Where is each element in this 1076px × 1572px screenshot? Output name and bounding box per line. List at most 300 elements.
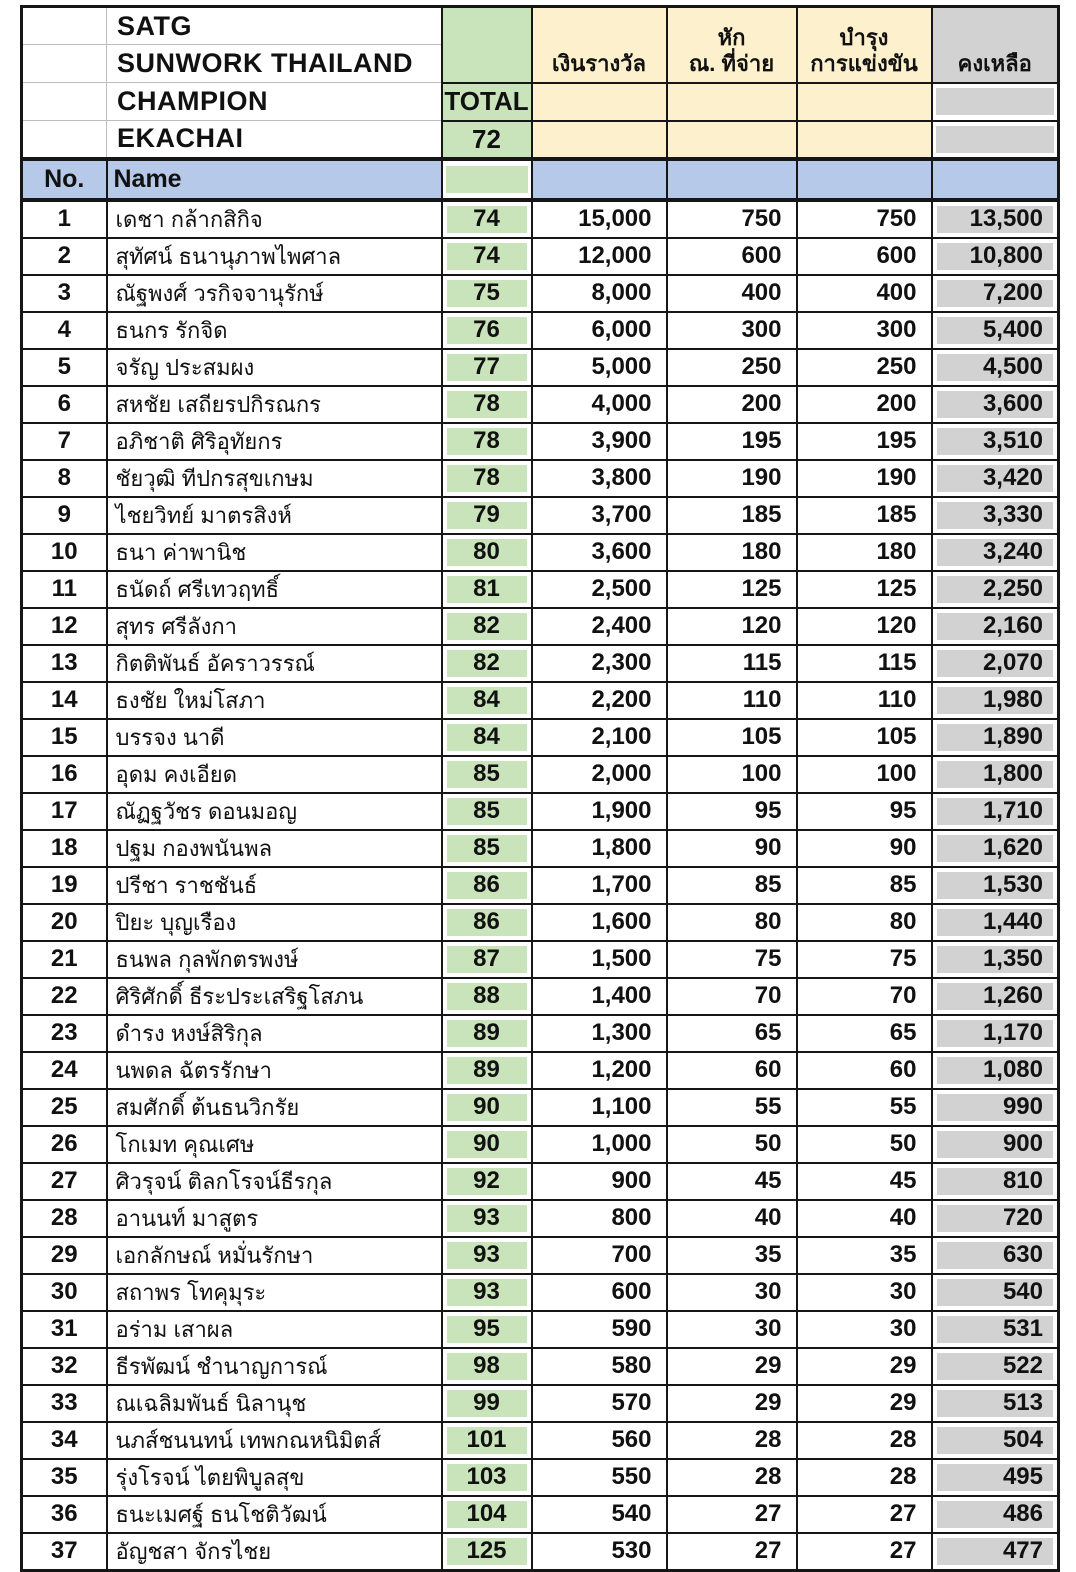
- withholding-tax-cell: 55: [667, 1089, 797, 1126]
- rank-cell: 8: [22, 460, 107, 497]
- total-score-value: 103: [447, 1464, 527, 1491]
- total-score-value: 98: [447, 1353, 527, 1380]
- prize-amount-cell: 1,300: [532, 1015, 667, 1052]
- player-name-cell: ปฐม กองพนันพล: [107, 830, 442, 867]
- prize-amount-cell: 2,300: [532, 645, 667, 682]
- prize-amount-cell: 2,000: [532, 756, 667, 793]
- course-par-value: 72: [442, 121, 532, 159]
- total-score-value: 81: [447, 576, 527, 603]
- rank-cell: 1: [22, 200, 107, 238]
- player-row: [22, 238, 1059, 275]
- net-balance-value: 2,250: [937, 576, 1054, 603]
- prize-amount-cell: 15,000: [532, 200, 667, 238]
- player-row: [22, 1496, 1059, 1533]
- withholding-tax-cell: 45: [667, 1163, 797, 1200]
- competition-fee-cell: 27: [797, 1533, 932, 1571]
- withholding-tax-cell: 27: [667, 1496, 797, 1533]
- net-balance-value: 495: [937, 1464, 1054, 1491]
- fee-label-line2: การแข่งขัน: [810, 50, 918, 76]
- competition-fee-cell: 190: [797, 460, 932, 497]
- rank-cell: 23: [22, 1015, 107, 1052]
- net-balance-cell: [932, 1089, 1059, 1126]
- player-row: [22, 386, 1059, 423]
- player-row: [22, 1052, 1059, 1089]
- prize-amount-cell: 6,000: [532, 312, 667, 349]
- prize-amount-cell: 1,000: [532, 1126, 667, 1163]
- total-score-value: 78: [447, 465, 527, 492]
- column-header-competition-fee: [797, 7, 932, 83]
- empty-cell: [22, 83, 107, 121]
- competition-fee-cell: 60: [797, 1052, 932, 1089]
- column-header-withholding-tax: [667, 7, 797, 83]
- total-score-cell: [442, 386, 532, 423]
- empty-prize-cell: [532, 83, 667, 121]
- player-name-cell: อานนท์ มาสูตร: [107, 1200, 442, 1237]
- total-score-cell: [442, 1163, 532, 1200]
- column-header-net-balance: [932, 7, 1059, 83]
- competition-fee-cell: 180: [797, 534, 932, 571]
- empty-net-cell: [932, 83, 1059, 121]
- net-balance-cell: [932, 1052, 1059, 1089]
- rank-cell: 16: [22, 756, 107, 793]
- total-score-cell: [442, 312, 532, 349]
- competition-fee-cell: 185: [797, 497, 932, 534]
- player-name-cell: สถาพร โทคุมุระ: [107, 1274, 442, 1311]
- player-row: [22, 1163, 1059, 1200]
- rank-cell: 30: [22, 1274, 107, 1311]
- player-name-cell: อภิชาติ ศิริอุทัยกร: [107, 423, 442, 460]
- empty-cell: [22, 121, 107, 159]
- total-score-cell: [442, 1422, 532, 1459]
- player-name-cell: ณัฐพงศ์ วรกิจจานุรักษ์: [107, 275, 442, 312]
- rows-body: [22, 200, 1059, 1571]
- competition-fee-cell: 250: [797, 349, 932, 386]
- net-balance-value: 1,890: [937, 724, 1054, 751]
- rank-cell: 21: [22, 941, 107, 978]
- net-balance-value: 486: [937, 1501, 1054, 1528]
- net-balance-cell: [932, 1533, 1059, 1571]
- player-name-cell: ปรีชา ราชชันธ์: [107, 867, 442, 904]
- title-row-1: [22, 7, 1059, 45]
- column-header-prize: [532, 7, 667, 83]
- total-score-value: 125: [447, 1538, 527, 1565]
- total-score-value: 78: [447, 391, 527, 418]
- player-name-cell: อัญชสา จักรไชย: [107, 1533, 442, 1571]
- player-row: [22, 1348, 1059, 1385]
- withholding-tax-cell: 250: [667, 349, 797, 386]
- player-row: [22, 1422, 1059, 1459]
- total-score-value: 93: [447, 1205, 527, 1232]
- rank-cell: 27: [22, 1163, 107, 1200]
- prize-amount-cell: 1,900: [532, 793, 667, 830]
- net-balance-cell: [932, 904, 1059, 941]
- empty-prize-cell: [532, 121, 667, 159]
- net-balance-cell: [932, 1163, 1059, 1200]
- total-score-cell: [442, 1126, 532, 1163]
- total-score-value: 82: [447, 613, 527, 640]
- player-name-cell: ณัฏฐวัชร ดอนมอญ: [107, 793, 442, 830]
- player-row: [22, 1385, 1059, 1422]
- total-score-cell: [442, 460, 532, 497]
- competition-fee-cell: 35: [797, 1237, 932, 1274]
- prize-amount-cell: 550: [532, 1459, 667, 1496]
- rank-cell: 36: [22, 1496, 107, 1533]
- total-label-cell: TOTAL: [442, 83, 532, 121]
- rank-cell: 12: [22, 608, 107, 645]
- player-name-cell: ธนกร รักจิด: [107, 312, 442, 349]
- player-row: [22, 645, 1059, 682]
- empty-tax-cell: [667, 121, 797, 159]
- prize-amount-cell: 580: [532, 1348, 667, 1385]
- player-name-cell: สมศักดิ์ ต้นธนวิกรัย: [107, 1089, 442, 1126]
- no-column-header: No.: [22, 159, 107, 200]
- withholding-tax-cell: 75: [667, 941, 797, 978]
- competition-fee-cell: 45: [797, 1163, 932, 1200]
- total-score-value: 86: [447, 909, 527, 936]
- rank-cell: 10: [22, 534, 107, 571]
- player-name-cell: ดำรง หงษ์สิริกุล: [107, 1015, 442, 1052]
- rank-cell: 13: [22, 645, 107, 682]
- competition-fee-cell: 120: [797, 608, 932, 645]
- prize-amount-cell: 5,000: [532, 349, 667, 386]
- prize-amount-cell: 530: [532, 1533, 667, 1571]
- net-balance-value: 1,260: [937, 983, 1054, 1010]
- competition-fee-cell: 30: [797, 1274, 932, 1311]
- withholding-tax-cell: 110: [667, 682, 797, 719]
- rank-cell: 15: [22, 719, 107, 756]
- prize-amount-cell: 3,800: [532, 460, 667, 497]
- total-score-cell: [442, 534, 532, 571]
- withholding-tax-cell: 115: [667, 645, 797, 682]
- rank-cell: 6: [22, 386, 107, 423]
- total-score-value: 99: [447, 1390, 527, 1417]
- player-name-cell: อร่าม เสาผล: [107, 1311, 442, 1348]
- player-name-cell: ไชยวิทย์ มาตรสิงห์: [107, 497, 442, 534]
- withholding-tax-cell: 30: [667, 1274, 797, 1311]
- total-score-cell: [442, 1274, 532, 1311]
- competition-fee-cell: 90: [797, 830, 932, 867]
- empty-cell: [22, 7, 107, 45]
- total-score-cell: [442, 941, 532, 978]
- competition-fee-cell: 115: [797, 645, 932, 682]
- net-balance-value: 10,800: [937, 243, 1054, 270]
- total-score-value: 80: [447, 539, 527, 566]
- tax-label-line2: ณ. ที่จ่าย: [688, 50, 775, 76]
- player-name-cell: กิตติพันธ์ อัคราวรรณ์: [107, 645, 442, 682]
- withholding-tax-cell: 40: [667, 1200, 797, 1237]
- net-balance-cell: [932, 349, 1059, 386]
- total-score-cell: [442, 423, 532, 460]
- withholding-tax-cell: 125: [667, 571, 797, 608]
- net-balance-cell: [932, 571, 1059, 608]
- total-score-value: 101: [447, 1427, 527, 1454]
- player-name-cell: ศิริศักดิ์ ธีระประเสริฐโสภน: [107, 978, 442, 1015]
- net-balance-value: 1,350: [937, 946, 1054, 973]
- player-row: [22, 349, 1059, 386]
- total-score-value: 84: [447, 724, 527, 751]
- prize-amount-cell: 3,900: [532, 423, 667, 460]
- net-balance-cell: [932, 1496, 1059, 1533]
- total-score-value: 84: [447, 687, 527, 714]
- withholding-tax-cell: 28: [667, 1422, 797, 1459]
- rank-cell: 14: [22, 682, 107, 719]
- total-score-value: 104: [447, 1501, 527, 1528]
- net-balance-cell: [932, 312, 1059, 349]
- competition-fee-cell: 27: [797, 1496, 932, 1533]
- player-row: [22, 534, 1059, 571]
- total-score-value: 78: [447, 428, 527, 455]
- net-balance-cell: [932, 1237, 1059, 1274]
- total-score-cell: [442, 571, 532, 608]
- competition-fee-cell: 50: [797, 1126, 932, 1163]
- net-balance-cell: [932, 534, 1059, 571]
- player-row: [22, 571, 1059, 608]
- total-score-value: 74: [447, 243, 527, 270]
- net-balance-cell: [932, 1311, 1059, 1348]
- competition-fee-cell: 65: [797, 1015, 932, 1052]
- prize-amount-cell: 570: [532, 1385, 667, 1422]
- rank-cell: 37: [22, 1533, 107, 1571]
- rank-cell: 32: [22, 1348, 107, 1385]
- player-name-cell: อุดม คงเอียด: [107, 756, 442, 793]
- player-row: [22, 830, 1059, 867]
- total-score-cell: [442, 978, 532, 1015]
- prize-amount-cell: 1,500: [532, 941, 667, 978]
- net-balance-value: 1,710: [937, 798, 1054, 825]
- rank-cell: 29: [22, 1237, 107, 1274]
- player-row: [22, 275, 1059, 312]
- net-balance-cell: [932, 682, 1059, 719]
- competition-fee-cell: 195: [797, 423, 932, 460]
- player-row: [22, 904, 1059, 941]
- total-score-value: 90: [447, 1094, 527, 1121]
- total-score-cell: [442, 1015, 532, 1052]
- prize-amount-cell: 8,000: [532, 275, 667, 312]
- prize-sheet: [20, 5, 1057, 1572]
- player-row: [22, 1237, 1059, 1274]
- prize-amount-cell: 540: [532, 1496, 667, 1533]
- net-balance-cell: [932, 756, 1059, 793]
- net-balance-cell: [932, 423, 1059, 460]
- org-name-line3: CHAMPION: [107, 83, 442, 121]
- net-balance-cell: [932, 275, 1059, 312]
- net-balance-value: 477: [937, 1538, 1054, 1565]
- net-balance-value: 3,330: [937, 502, 1054, 529]
- total-score-cell: [442, 793, 532, 830]
- total-score-cell: [442, 1348, 532, 1385]
- net-balance-cell: [932, 497, 1059, 534]
- org-name-line4: EKACHAI: [107, 121, 442, 159]
- total-score-cell: [442, 1459, 532, 1496]
- rank-cell: 20: [22, 904, 107, 941]
- total-score-cell: [442, 238, 532, 275]
- withholding-tax-cell: 180: [667, 534, 797, 571]
- prize-amount-cell: 600: [532, 1274, 667, 1311]
- withholding-tax-cell: 35: [667, 1237, 797, 1274]
- net-balance-value: 990: [937, 1094, 1054, 1121]
- net-balance-value: 900: [937, 1131, 1054, 1158]
- title-row-3: [22, 83, 1059, 121]
- prize-amount-cell: 560: [532, 1422, 667, 1459]
- blue-spacer-cell: [532, 159, 667, 200]
- net-balance-value: 1,530: [937, 872, 1054, 899]
- net-balance-cell: [932, 719, 1059, 756]
- net-balance-value: 1,620: [937, 835, 1054, 862]
- competition-fee-cell: 70: [797, 978, 932, 1015]
- blue-spacer-cell: [932, 159, 1059, 200]
- total-score-cell: [442, 682, 532, 719]
- player-row: [22, 682, 1059, 719]
- prize-amount-cell: 4,000: [532, 386, 667, 423]
- rank-cell: 5: [22, 349, 107, 386]
- prize-amount-cell: 2,500: [532, 571, 667, 608]
- total-score-cell: [442, 1052, 532, 1089]
- total-score-value: 87: [447, 946, 527, 973]
- withholding-tax-cell: 85: [667, 867, 797, 904]
- player-name-cell: ธนะเมศฐ์ ธนโชติวัฒน์: [107, 1496, 442, 1533]
- total-score-cell: [442, 1496, 532, 1533]
- total-score-cell: [442, 275, 532, 312]
- total-score-cell: [442, 1237, 532, 1274]
- prize-amount-cell: 1,200: [532, 1052, 667, 1089]
- player-row: [22, 1089, 1059, 1126]
- total-score-value: 90: [447, 1131, 527, 1158]
- rank-cell: 11: [22, 571, 107, 608]
- player-name-cell: ปิยะ บุญเรือง: [107, 904, 442, 941]
- net-balance-value: 720: [937, 1205, 1054, 1232]
- total-score-cell: [442, 756, 532, 793]
- player-name-cell: เอกลักษณ์ หมั่นรักษา: [107, 1237, 442, 1274]
- prize-amount-cell: 12,000: [532, 238, 667, 275]
- total-score-value: 95: [447, 1316, 527, 1343]
- total-header-green-cell: [442, 159, 532, 200]
- net-balance-value: 13,500: [937, 206, 1054, 233]
- empty-net-cell: [932, 121, 1059, 159]
- net-balance-value: 3,240: [937, 539, 1054, 566]
- player-row: [22, 719, 1059, 756]
- total-score-cell: [442, 1089, 532, 1126]
- player-row: [22, 867, 1059, 904]
- net-balance-value: 531: [937, 1316, 1054, 1343]
- prize-label: เงินรางวัล: [551, 50, 647, 76]
- player-name-cell: สหชัย เสถียรปกิรณกร: [107, 386, 442, 423]
- fee-label-line1: บำรุง: [839, 24, 889, 50]
- net-balance-value: 1,440: [937, 909, 1054, 936]
- prize-amount-cell: 1,600: [532, 904, 667, 941]
- net-balance-value: 5,400: [937, 317, 1054, 344]
- total-score-cell: [442, 608, 532, 645]
- net-balance-value: 7,200: [937, 280, 1054, 307]
- total-score-value: 88: [447, 983, 527, 1010]
- player-name-cell: ธนัดถ์ ศรีเทวฤทธิ์: [107, 571, 442, 608]
- competition-fee-cell: 30: [797, 1311, 932, 1348]
- total-score-cell: [442, 830, 532, 867]
- withholding-tax-cell: 600: [667, 238, 797, 275]
- competition-fee-cell: 28: [797, 1459, 932, 1496]
- competition-fee-cell: 29: [797, 1348, 932, 1385]
- net-balance-cell: [932, 460, 1059, 497]
- net-balance-value: 2,070: [937, 650, 1054, 677]
- rank-cell: 31: [22, 1311, 107, 1348]
- total-score-value: 76: [447, 317, 527, 344]
- player-name-cell: ธนพล กุลพักตรพงษ์: [107, 941, 442, 978]
- player-name-cell: จรัญ ประสมผง: [107, 349, 442, 386]
- withholding-tax-cell: 750: [667, 200, 797, 238]
- player-row: [22, 793, 1059, 830]
- player-row: [22, 978, 1059, 1015]
- rank-cell: 7: [22, 423, 107, 460]
- competition-fee-cell: 100: [797, 756, 932, 793]
- net-balance-value: 3,510: [937, 428, 1054, 455]
- total-score-cell: [442, 904, 532, 941]
- rank-cell: 33: [22, 1385, 107, 1422]
- name-column-header: Name: [107, 159, 442, 200]
- total-score-cell: [442, 1385, 532, 1422]
- net-balance-cell: [932, 200, 1059, 238]
- player-row: [22, 1126, 1059, 1163]
- empty-tax-cell: [667, 83, 797, 121]
- blue-spacer-cell: [797, 159, 932, 200]
- column-header-row: [22, 159, 1059, 200]
- total-score-cell: [442, 645, 532, 682]
- total-score-value: 85: [447, 761, 527, 788]
- competition-fee-cell: 600: [797, 238, 932, 275]
- player-row: [22, 312, 1059, 349]
- rank-cell: 28: [22, 1200, 107, 1237]
- net-balance-value: 522: [937, 1353, 1054, 1380]
- player-name-cell: นพดล ฉัตรรักษา: [107, 1052, 442, 1089]
- prize-table: [20, 5, 1060, 1572]
- player-row: [22, 460, 1059, 497]
- total-score-cell: [442, 719, 532, 756]
- competition-fee-cell: 28: [797, 1422, 932, 1459]
- player-row: [22, 1274, 1059, 1311]
- net-balance-cell: [932, 1274, 1059, 1311]
- rank-cell: 3: [22, 275, 107, 312]
- competition-fee-cell: 29: [797, 1385, 932, 1422]
- player-name-cell: ธงชัย ใหม่โสภา: [107, 682, 442, 719]
- net-balance-value: 810: [937, 1168, 1054, 1195]
- rank-cell: 35: [22, 1459, 107, 1496]
- withholding-tax-cell: 29: [667, 1385, 797, 1422]
- rank-cell: 4: [22, 312, 107, 349]
- net-balance-cell: [932, 386, 1059, 423]
- prize-amount-cell: 590: [532, 1311, 667, 1348]
- withholding-tax-cell: 185: [667, 497, 797, 534]
- prize-amount-cell: 2,100: [532, 719, 667, 756]
- net-balance-cell: [932, 978, 1059, 1015]
- withholding-tax-cell: 70: [667, 978, 797, 1015]
- net-balance-value: 504: [937, 1427, 1054, 1454]
- rank-cell: 17: [22, 793, 107, 830]
- withholding-tax-cell: 27: [667, 1533, 797, 1571]
- withholding-tax-cell: 50: [667, 1126, 797, 1163]
- total-score-cell: [442, 349, 532, 386]
- net-balance-cell: [932, 1459, 1059, 1496]
- competition-fee-cell: 105: [797, 719, 932, 756]
- net-balance-cell: [932, 645, 1059, 682]
- competition-fee-cell: 75: [797, 941, 932, 978]
- prize-amount-cell: 900: [532, 1163, 667, 1200]
- net-balance-cell: [932, 1422, 1059, 1459]
- withholding-tax-cell: 200: [667, 386, 797, 423]
- total-score-value: 89: [447, 1020, 527, 1047]
- player-row: [22, 941, 1059, 978]
- net-balance-cell: [932, 238, 1059, 275]
- rank-cell: 34: [22, 1422, 107, 1459]
- net-balance-value: 3,420: [937, 465, 1054, 492]
- net-balance-value: 630: [937, 1242, 1054, 1269]
